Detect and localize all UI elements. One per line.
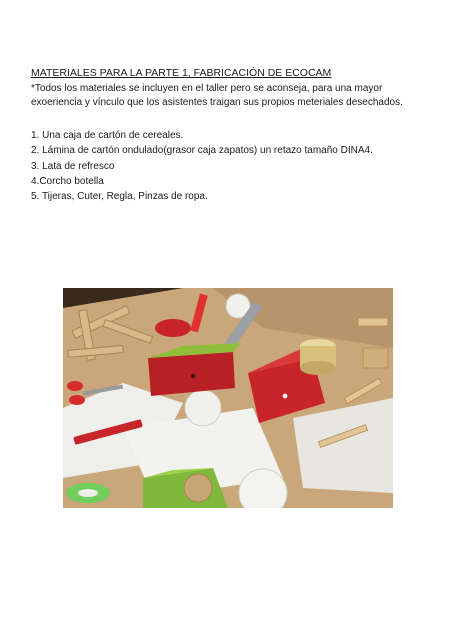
section-heading: MATERIALES PARA LA PARTE 1, FABRICACIÓN DE ECOCAM xyxy=(31,67,332,79)
list-item: 5. Tijeras, Cuter, Regla, Pinzas de ropa. xyxy=(31,191,208,203)
list-item: 3. Lata de refresco xyxy=(31,160,115,172)
workshop-photo-illustration xyxy=(63,288,393,508)
list-item: 1. Una caja de cartón de cereales. xyxy=(31,130,184,141)
list-item: 4.Corcho botella xyxy=(31,175,104,187)
intro-paragraph: *Todos los materiales se incluyen en el taller pero se aconseja, para una mayor exoeriencia y vínculo que los asistentes traigan sus propios meteriales desechados. xyxy=(31,83,403,108)
materials-list xyxy=(31,128,431,204)
workshop-photo xyxy=(63,288,393,508)
list-item: 2. Lámina de cartón ondulado(grasor caja zapatos) un retazo tamaño DINA4. xyxy=(31,145,373,157)
